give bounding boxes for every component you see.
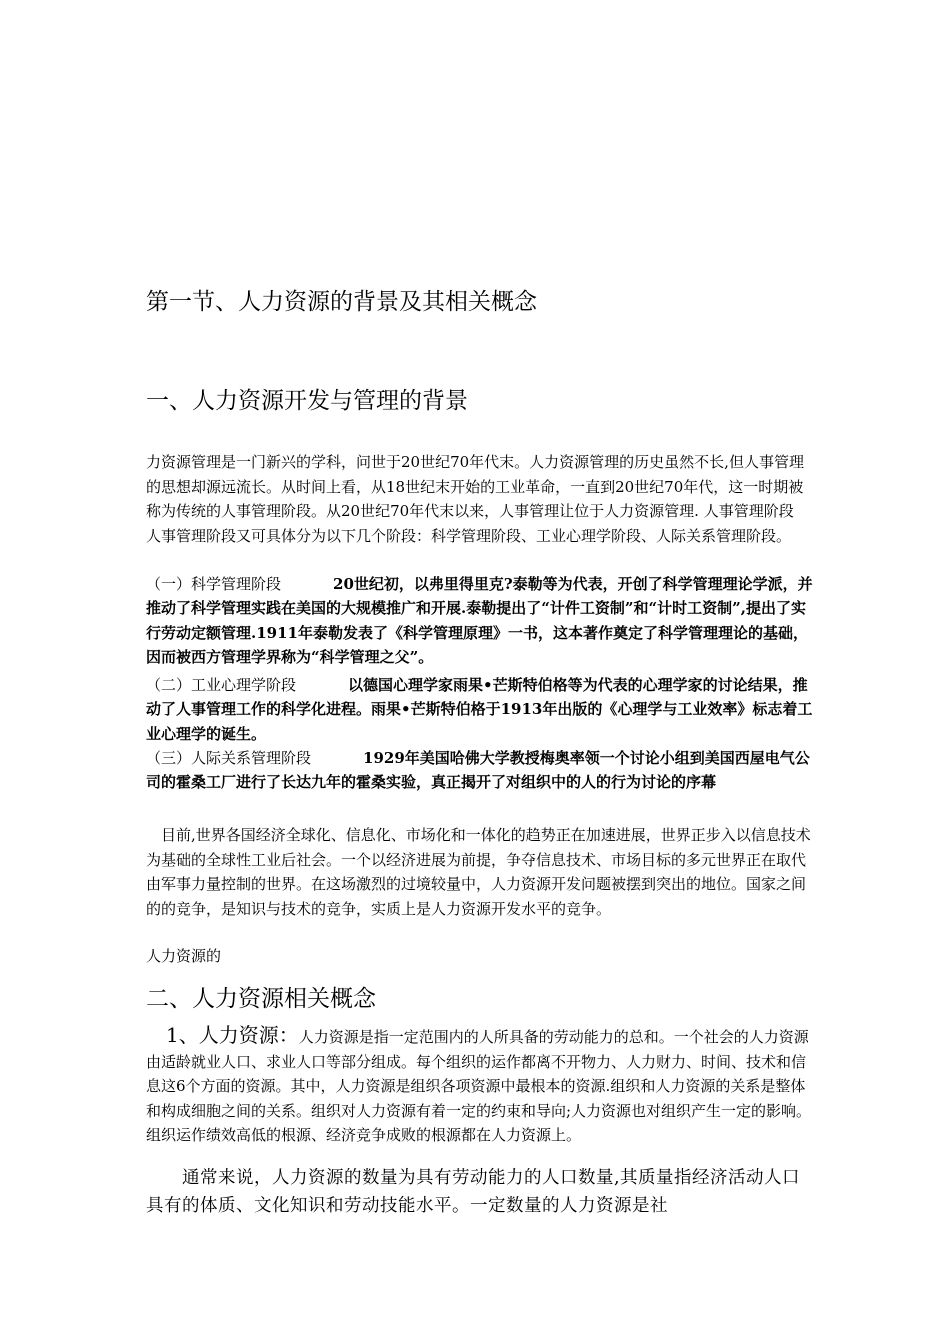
- intro-paragraph: 力资源管理是一门新兴的学科，问世于20世纪70年代末。人力资源管理的历史虽然不长,但人事管理的思想却源远流长。从时间上看，从18世纪末开始的工业革命，一直到20世纪70年代，这一时期被称为传统的人事管理阶段。从20世纪70年代末以来，人事管理让位于人力资源管理. 人事管理阶段 人事管理阶段又可具体分为以下几个阶段：科学管理阶段、工业心理学阶段、人际关系管理阶段。: [146, 453, 824, 545]
- stage-label: （三）人际关系管理阶段: [146, 749, 312, 767]
- stage-industrial-psychology: [146, 673, 818, 746]
- stage-label: （一）科学管理阶段: [146, 575, 282, 593]
- stage-label: （二）工业心理学阶段: [146, 676, 297, 694]
- concept-lead: 1、人力资源：: [146, 1023, 299, 1047]
- stage-text: 1929年美国哈佛大学教授梅奥率领一个讨论小组到美国西屋电气公司的霍桑工厂进行了长达九年的霍桑实验，真正揭开了对组织中的人的行为讨论的序幕: [146, 749, 810, 792]
- stage-human-relations: [146, 746, 818, 795]
- concept-text: 人力资源是指一定范围内的人所具备的劳动能力的总和。一个社会的人力资源由适龄就业人口、求业人口等部分组成。每个组织的运作都离不开物力、人力财力、时间、技术和信息这6个方面的资源。其中，人力资源是组织各项资源中最根本的资源.组织和人力资源的关系是整体和构成细胞之间的关系。组织对人力资源有着一定的约束和导向;人力资源也对组织产生一定的影响。组织运作绩效高低的根源、经济竞争成败的根源都在人力资源上。: [146, 1028, 812, 1145]
- concept-paragraph: [146, 1023, 816, 1148]
- quantity-paragraph: 通常来说，人力资源的数量为具有劳动能力的人口数量,其质量指经济活动人口具有的体质、文化知识和劳动技能水平。一定数量的人力资源是社: [146, 1168, 801, 1216]
- heading-background: 一、人力资源开发与管理的背景: [146, 388, 468, 414]
- stage-text: 以德国心理学家雨果•芒斯特伯格等为代表的心理学家的讨论结果，推动了人事管理工作的科学化进程。雨果•芒斯特伯格于1913年出版的《心理学与工业效率》标志着工业心理学的诞生。: [146, 676, 813, 743]
- stage-scientific-management: [146, 572, 818, 670]
- fragment-line: 人力资源的: [146, 947, 222, 965]
- section-title: 第一节、人力资源的背景及其相关概念: [146, 289, 537, 315]
- heading-concepts: 二、人力资源相关概念: [146, 986, 376, 1012]
- stage-text: 20世纪初，以弗里得里克?泰勒等为代表，开创了科学管理理论学派，并推动了科学管理实践在美国的大规模推广和开展.泰勒提出了“计件工资制”和“计时工资制”,提出了实行劳动定额管理.1911年泰勒发表了《科学管理原理》一书，这本著作奠定了科学管理理论的基础，因而被西方管理学界称为“科学管理之父”。: [146, 575, 813, 667]
- globalization-paragraph: 目前,世界各国经济全球化、信息化、市场化和一体化的趋势正在加速进展，世界正步入以信息技术为基础的全球性工业后社会。一个以经济进展为前提，争夺信息技术、市场目标的多元世界正在取代由军事力量控制的世界。在这场激烈的过境较量中，人力资源开发问题被摆到突出的地位。国家之间的的竞争，是知识与技术的竞争，实质上是人力资源开发水平的竞争。: [146, 826, 811, 918]
